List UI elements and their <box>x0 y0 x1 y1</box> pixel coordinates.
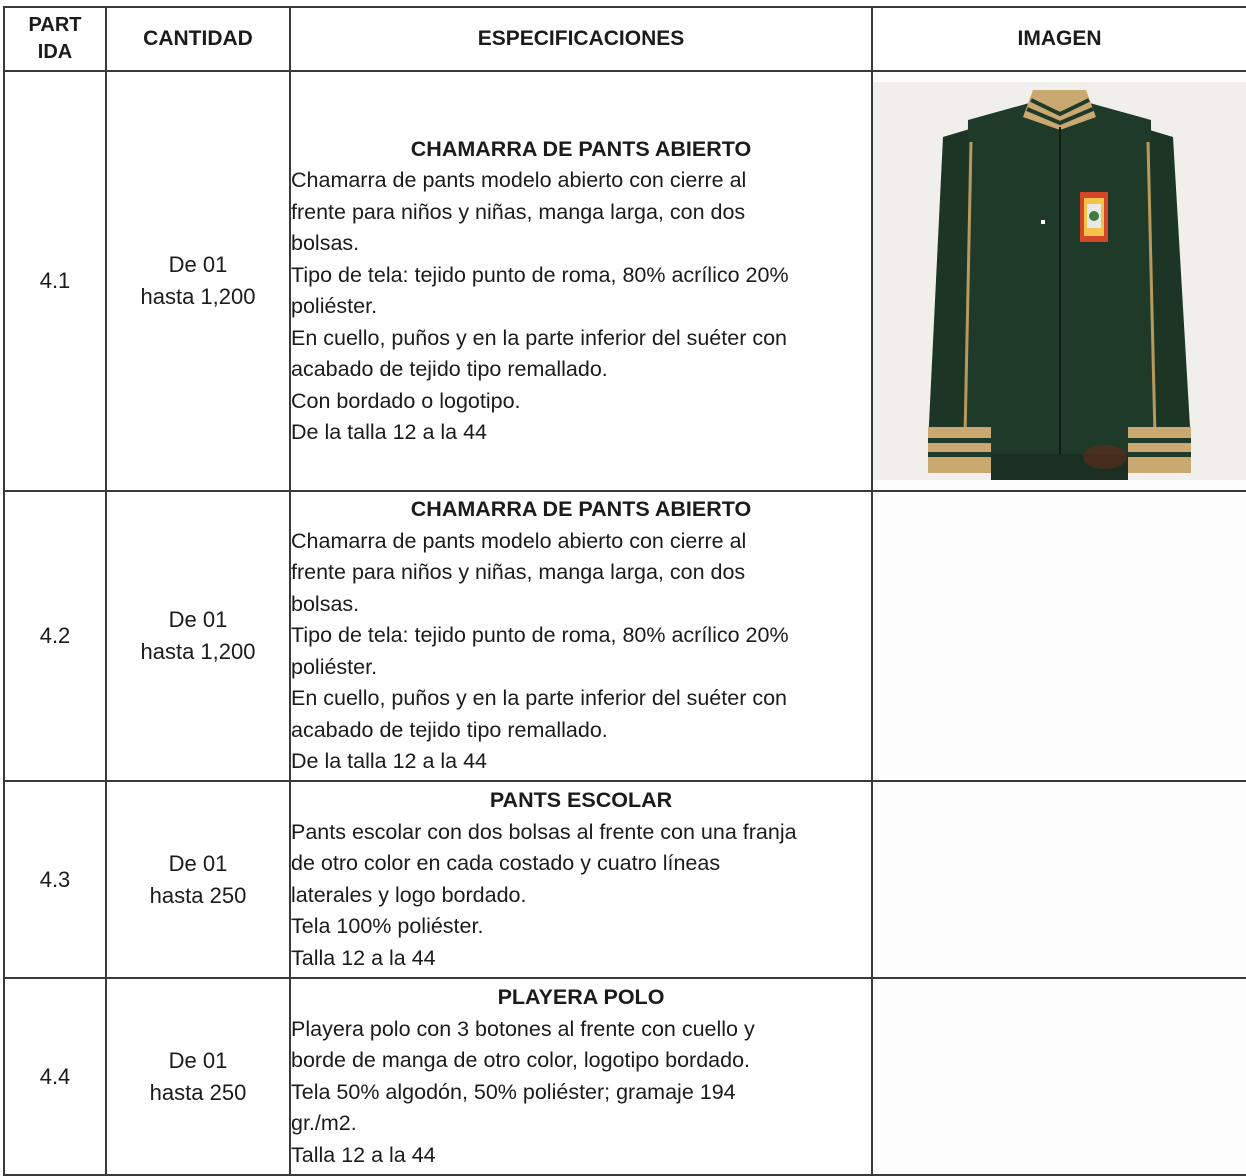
table-row <box>4 781 1246 978</box>
spec-line: Chamarra de pants modelo abierto con cierre al <box>291 168 747 192</box>
spec-line: Tela 50% algodón, 50% poliéster; gramaje 194 <box>291 1079 736 1104</box>
specification-cell <box>290 71 872 491</box>
spec-line: En cuello, puños y en la parte inferior del suéter con <box>291 686 787 711</box>
spec-line: De la talla 12 a la 44 <box>291 749 488 774</box>
image-cell <box>872 781 1246 978</box>
spec-line: En cuello, puños y en la parte inferior del suéter con <box>291 325 787 350</box>
cantidad-line: hasta 1,200 <box>140 639 256 664</box>
spec-line: laterales y logo bordado. <box>291 882 527 907</box>
spec-line: Talla 12 a la 44 <box>291 1142 436 1167</box>
header-imagen: IMAGEN <box>872 7 1246 71</box>
spec-line: Pants escolar con dos bolsas al frente con una franja <box>291 819 797 844</box>
cantidad-line: De 01 <box>168 607 228 632</box>
header-especificaciones: ESPECIFICACIONES <box>290 7 872 71</box>
cantidad-line: De 01 <box>168 252 228 277</box>
spec-title: CHAMARRA DE PANTS ABIERTO <box>410 497 752 522</box>
header-partida-line2: IDA <box>37 41 73 63</box>
cantidad-line: hasta 1,200 <box>140 284 256 309</box>
cantidad-line: hasta 250 <box>149 882 247 908</box>
green-jacket-photo <box>873 82 1246 480</box>
spec-line: acabado de tejido tipo remallado. <box>291 717 608 742</box>
spec-line: frente para niños y niñas, manga larga, con dos <box>291 560 746 585</box>
partida-cell: 4.4 <box>4 978 106 1175</box>
image-cell <box>872 71 1246 491</box>
spec-line: poliéster. <box>291 654 378 679</box>
spec-title: PANTS ESCOLAR <box>489 788 673 812</box>
spec-line: borde de manga de otro color, logotipo bordado. <box>291 1048 750 1072</box>
partida-cell: 4.3 <box>4 781 106 978</box>
spec-line: Tipo de tela: tejido punto de roma, 80% acrílico 20% <box>291 262 789 287</box>
specification-cell <box>290 978 872 1175</box>
spec-line: Talla 12 a la 44 <box>291 945 436 970</box>
spec-line: gr./m2. <box>291 1111 357 1135</box>
spec-title: PLAYERA POLO <box>497 985 665 1009</box>
image-cell <box>872 491 1246 781</box>
header-partida <box>4 7 106 71</box>
partida-cell: 4.2 <box>4 491 106 781</box>
header-partida-line1: PART <box>28 14 82 36</box>
spec-line: bolsas. <box>291 591 360 616</box>
cantidad-line: hasta 250 <box>149 1079 247 1105</box>
spec-title: CHAMARRA DE PANTS ABIERTO <box>410 136 752 161</box>
spec-line: Playera polo con 3 botones al frente con cuello y <box>291 1016 755 1041</box>
table-row <box>4 491 1246 781</box>
spec-line: acabado de tejido tipo remallado. <box>291 357 608 381</box>
cantidad-line: De 01 <box>168 1047 228 1073</box>
header-row <box>4 7 1246 71</box>
document-page <box>3 0 1244 1167</box>
spec-line: de otro color en cada costado y cuatro líneas <box>291 851 721 875</box>
spec-line: bolsas. <box>291 231 360 255</box>
spec-line: De la talla 12 a la 44 <box>291 420 488 444</box>
cantidad-cell <box>106 781 290 978</box>
specification-cell <box>290 781 872 978</box>
table-row <box>4 71 1246 491</box>
cantidad-cell <box>106 491 290 781</box>
table-row <box>4 978 1246 1175</box>
cantidad-cell <box>106 978 290 1175</box>
cantidad-line: De 01 <box>168 850 228 876</box>
specification-cell <box>290 491 872 781</box>
spec-line: poliéster. <box>291 294 378 318</box>
spec-line: Tela 100% poliéster. <box>291 914 484 938</box>
specifications-table <box>3 6 1246 1176</box>
cantidad-cell <box>106 71 290 491</box>
image-cell <box>872 978 1246 1175</box>
spec-line: Chamarra de pants modelo abierto con cierre al <box>291 528 747 553</box>
spec-line: Con bordado o logotipo. <box>291 388 521 413</box>
partida-cell: 4.1 <box>4 71 106 491</box>
spec-line: frente para niños y niñas, manga larga, con dos <box>291 199 746 224</box>
header-cantidad: CANTIDAD <box>106 7 290 71</box>
spec-line: Tipo de tela: tejido punto de roma, 80% acrílico 20% <box>291 623 789 648</box>
